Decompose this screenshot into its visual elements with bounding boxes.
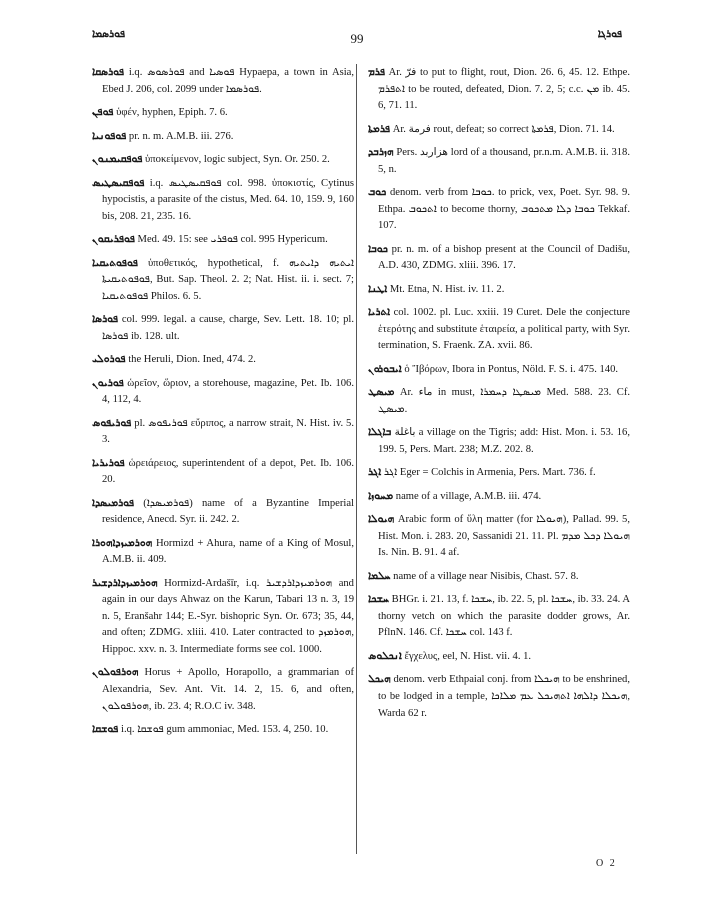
entry-headword: ܦܘܫܩܐ (92, 723, 119, 736)
entry-headword: ܚܫܟܐ (368, 593, 389, 606)
right-column (368, 64, 630, 728)
dictionary-entry (92, 375, 354, 409)
entry-definition: ὑφέν, hyphen, Epiph. 7. 6. (116, 107, 228, 119)
dictionary-entry (92, 664, 354, 715)
entry-headword: ܦܘܦܢ (92, 106, 114, 119)
entry-definition: the Heruli, Dion. Ined, 474. 2. (128, 354, 256, 366)
entry-headword: ܡܚܘܙܐ (368, 489, 394, 502)
dictionary-entry (368, 144, 630, 178)
entry-definition: ὑποθετικός, hypothetical, f. ܐܝܬܝܗ ܕܐܝܬܝܗ ܦܘܦܘܬܝܩܝܬܐ, But. Sap. Theol. 2. 2; Nat. Hist. ii. i. sect. 7; ܦܘܦܘܬܝܩܝܐ Philos. 6. 5. (102, 257, 355, 302)
entry-definition: name of a village near Nisibis, Chast. 57. 8. (393, 570, 579, 582)
entry-headword: ܗܘܪܦܘܠܘܢ (92, 666, 139, 679)
running-header (92, 28, 622, 58)
dictionary-entry (368, 64, 630, 115)
dictionary-entry (368, 511, 630, 562)
entry-definition: Horus + Apollo, Horapollo, a grammarian of Alexandria, Sev. Ant. Vit. 14. 2, 15. 6, and often, ܗܘܪܦܘܠܘܢ, ib. 23. 4; R.O.C iv. 348. (102, 667, 354, 712)
entry-headword: ܗܙܪܒܕ (368, 146, 394, 159)
dictionary-entry (368, 671, 630, 722)
entry-headword: ܦܘܪܡܝܣܕܐ (92, 496, 135, 509)
entry-headword: ܦܘܪܝܘܢ (92, 376, 124, 389)
entry-headword: ܦܘܪܝܦܘܣ (92, 416, 132, 429)
entry-definition: col. 1002. pl. Luc. xxiii. 19 Curet. Dele the conjecture ἑτερότης and substitute ἑταιρεία, a political party, with Syr. termination, S. Fraenk. ZA. xvii. 86. (378, 307, 630, 352)
dictionary-entry (368, 424, 630, 458)
entry-headword: ܗܘܪܡܝܙܕܐܪܕܫܝܪ (92, 576, 158, 589)
entry-definition: ὡρεῖον, ὥριον, a storehouse, magazine, Pet. Ib. 106. 4, 112, 4. (102, 377, 354, 406)
dictionary-entry (92, 455, 354, 489)
dictionary-entry (92, 151, 354, 169)
entry-headword: ܦܪܡܬܐ (368, 122, 391, 135)
entry-headword: ܗܝܟܠ (368, 673, 391, 686)
dictionary-entry (368, 591, 630, 642)
entry-definition: (ܦܘܪܡܝܣܕܐ) name of a Byzantine Imperial residence, Anecd. Syr. ii. 242. 2. (102, 497, 354, 526)
dictionary-entry (92, 535, 354, 569)
entry-headword: ܦܘܦܘܢܝܐ (92, 129, 127, 142)
entry-definition: denom. verb from ܟܘܒܐ. to prick, vex, Poet. Syr. 98. 9. Ethpa. ܐܬܟܘܒ to become thorny, ܟܘܒܐ ܕܠܐ ܡܬܟܘܒ Tekkaf. 107. (378, 187, 630, 232)
column-divider (356, 64, 357, 854)
entry-definition: ὑποκείμενον, logic subject, Syn. Or. 250. 2. (145, 154, 330, 166)
entry-headword: ܦܘܦܪܝܩܘܢ (92, 233, 135, 246)
entry-definition: name of a village, A.M.B. iii. 474. (395, 490, 542, 502)
dictionary-entry (368, 648, 630, 666)
dictionary-entry (368, 304, 630, 355)
entry-headword: ܐܛܢܐ (368, 282, 388, 295)
entry-headword: ܐܓܪ (368, 466, 382, 479)
entry-headword: ܚܠܡܐ (368, 569, 391, 582)
entry-definition: Pers. هزاربد lord of a thousand, pr.n.m. A.M.B. ii. 318. 5, n. (378, 147, 630, 175)
entry-definition: i.q. ܦܘܪܣܘܣ and ܦܘܣܝܐ Hypaepa, a town in Asia, Ebed J. 206, col. 2099 under ܦܘܪܣܡܐ. (102, 67, 355, 95)
dictionary-entry (368, 121, 630, 139)
entry-definition: Ar. ماء in must, ܡܝܣܛܐ ܕܚܡܪܐ Med. 588. 23. Cf. ܡܝܣܛ. (378, 387, 631, 415)
entry-definition: ὁ Ἴβόρων, Ibora in Pontus, Nöld. F. S. i. 475. 140. (404, 363, 619, 375)
dictionary-entry (92, 104, 354, 122)
entry-definition: ὡρειάρειος, superintendent of a depot, Pet. Ib. 106. 20. (102, 457, 354, 486)
dictionary-entry (368, 184, 630, 235)
entry-definition: ܐܓܪ Eger = Colchis in Armenia, Pers. Mart. 736. f. (383, 467, 596, 479)
entry-headword: ܦܘܪܘܠܝ (92, 353, 126, 366)
left-column (92, 64, 354, 745)
entry-definition: Hormizd-Ardašīr, i.q. ܗܘܪܡܝܙܕܐܪܕܫܝܪ and again in our days Ahwaz on the Karun, Tabari 13 n. 3, 19 n. 5, Eranšahr 144; E.-Syr. bishopric Syn. Or. 673; 35, 44, and often; ZDMG. xliii. 410. Later contracted to ܗܘܪܡܙܕ, Hippoc. xxv. n. 3. Intermediate forms see col. 1000. (102, 577, 354, 655)
entry-definition: pl. ܦܘܪܝܦܘܣ εὔριπος, a narrow strait, N. Hist. iv. 5. 3. (102, 417, 354, 446)
entry-headword: ܟܘܒ (368, 186, 387, 199)
entry-headword: ܦܘܪܝܪܝܐ (92, 456, 125, 469)
dictionary-entry (368, 241, 630, 275)
dictionary-entry (92, 128, 354, 146)
header-left-word: ܦܘܪܣܡܐ (92, 28, 125, 40)
entry-definition: Arabic form of ὕλη matter (for ܗܝܘܠܐ), Pallad. 99. 5, Hist. Mon. i. 283. 20, Sassanidi 21. 11. Pl. ܗܝܘܠܐ ܕܟܠ ܡܕܡ Is. Nin. B. 91. 4 af. (378, 514, 630, 559)
entry-headword: ܦܘܪܣܩܐ (92, 66, 125, 78)
dictionary-entry (92, 231, 354, 249)
entry-headword: ܐܬܪܝܐ (368, 306, 391, 319)
entry-headword: ܦܘܦܩܝܡܢܘܢ (92, 153, 143, 166)
printer-signature: O 2 (596, 858, 617, 869)
dictionary-entry (368, 488, 630, 506)
entry-definition: باغلة a village on the Tigris; add: Hist. Mon. i. 53. 16, 199. 5, Pers. Mart. 238; M.Z. 202. 8. (378, 427, 630, 455)
entry-definition: denom. verb Ethpaial conj. from ܗܝܟܠܐ to be enshrined, to be lodged in a temple, ܗܝܟܠܐ ܕܐܠܗܐ ܐܬܗܝܟܠ ܥܡ ܡܠܐܟܐ, Warda 62 r. (378, 674, 631, 719)
entry-headword: ܡܝܣܛ (368, 386, 395, 399)
entry-headword: ܗܝܘܠܐ (368, 513, 395, 526)
entry-headword: ܦܘܪܣܐ (92, 313, 119, 326)
entry-definition: Med. 49. 15: see ܦܘܦܪܝ col. 995 Hypericum. (137, 234, 328, 246)
entry-headword: ܐܝܒܘܪܘܢ (368, 362, 402, 375)
entry-definition: ἔγχελυς, eel, N. Hist. vii. 4. 1. (404, 650, 532, 662)
dictionary-entry (92, 721, 354, 739)
dictionary-entry (368, 464, 630, 482)
dictionary-entry (92, 311, 354, 345)
dictionary-entry (368, 281, 630, 299)
entry-headword: ܦܘܦܩܝܣܛܝܣ (92, 176, 145, 189)
entry-definition: i.q. ܦܘܫܩܐ gum ammoniac, Med. 153. 4, 250. 10. (121, 724, 329, 736)
dictionary-entry (92, 575, 354, 659)
entry-definition: BHGr. i. 21. 13, f. ܚܫܟܐ, ib. 22. 5, pl. ܚܫܟܐ, ib. 33. 24. A thorny vetch on which the parasite dodder grows, Ar. PflnN. 146. Cf. ܚܫܟܐ col. 143 f. (378, 594, 631, 639)
dictionary-entry (92, 255, 354, 306)
dictionary-entry (92, 495, 354, 529)
dictionary-entry (92, 64, 354, 98)
entry-headword: ܦܪܡ (368, 66, 386, 78)
entry-definition: pr. n. m. A.M.B. iii. 276. (128, 130, 234, 142)
entry-headword: ܒܐܓܠܐ (368, 426, 392, 439)
dictionary-entry (92, 415, 354, 449)
dictionary-entry (368, 361, 630, 379)
dictionary-entry (368, 384, 630, 418)
header-right-word: ܦܘܪܓܐ (597, 28, 622, 40)
dictionary-entry (92, 175, 354, 226)
dictionary-entry (368, 568, 630, 586)
entry-headword: ܟܘܒܐ (368, 242, 388, 255)
entry-definition: col. 999. legal. a cause, charge, Sev. Lett. 18. 10; pl. ܦܘܪܣܐ ib. 128. ult. (102, 314, 354, 342)
entry-definition: Mt. Etna, N. Hist. iv. 11. 2. (389, 283, 505, 295)
entry-headword: ܦܘܦܘܬܝܩܝܐ (92, 256, 138, 269)
dictionary-entry (92, 351, 354, 369)
entry-definition: Ar. فرّ to put to flight, rout, Dion. 26. 6, 45. 12. Ethpe. ܐܬܦܪܡ to be routed, defeated, Dion. 7. 2, 5; c.c. ܡܢ ib. 45. 6, 71. 11. (378, 67, 630, 112)
entry-headword: ܐܢܟܠܘܣ (368, 649, 402, 662)
entry-headword: ܗܘܪܡܝܙܕܐܗܘܪܐ (92, 536, 153, 549)
page-number: 99 (350, 31, 364, 46)
entry-definition: i.q. ܦܘܦܩܝܣܛܝܣ col. 998. ὑποκιστίς, Cytinus hypocistis, a parasite of the cistus, Med. 64. 10, 159. 9, 160 bis, 208. 21, 235. 16. (102, 177, 354, 222)
entry-definition: Hormizd + Ahura, name of a King of Mosul, A.M.B. ii. 409. (102, 537, 354, 566)
entry-definition: pr. n. m. of a bishop present at the Council of Dadišu, A.D. 430, ZDMG. xliii. 396. 17. (378, 243, 630, 272)
entry-definition: Ar. فرمة rout, defeat; so correct ܦܪܡܬܐ, Dion. 71. 14. (392, 123, 615, 135)
